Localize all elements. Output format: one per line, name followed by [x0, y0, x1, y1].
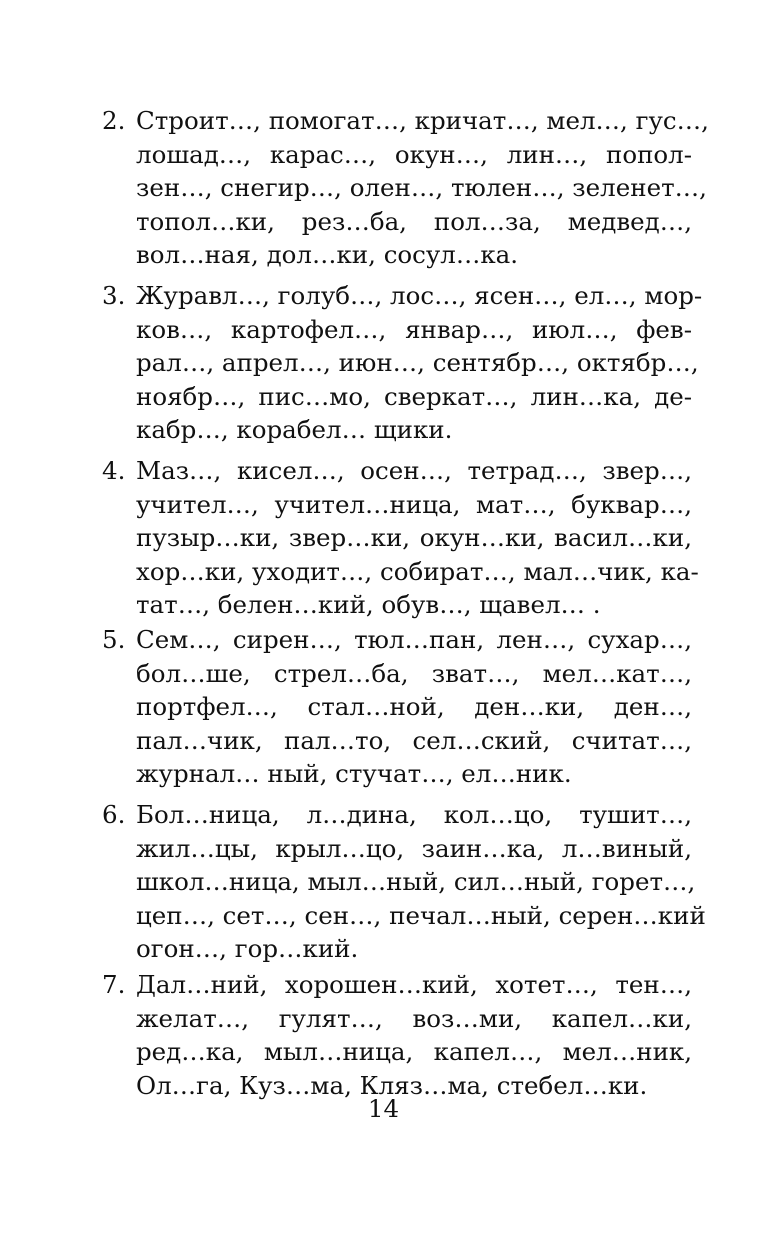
text-line: Сем…, сирен…, тюл…пан, лен…, сухар…, — [136, 625, 692, 654]
text-line: хор…ки, уходит…, собират…, мал…чик, ка- — [136, 556, 699, 586]
text-line: пузыр…ки, звер…ки, окун…ки, васил…ки, — [136, 523, 692, 553]
text-line: Маз…, кисел…, осен…, тетрад…, звер…, — [136, 456, 692, 485]
exercise-text — [136, 623, 692, 791]
text-line: Строит…, помогат…, кричат…, мел…, гус…, — [136, 106, 709, 135]
text-line: ред…ка, мыл…ница, капел…, мел…ник, — [136, 1037, 692, 1067]
text-line: школ…ница, мыл…ный, сил…ный, горет…, — [136, 867, 696, 897]
text-line: рал…, апрел…, июн…, сентябр…, октябр…, — [136, 348, 699, 378]
exercise-number: 5. — [102, 625, 126, 654]
text-line: учител…, учител…ница, мат…, буквар…, — [136, 489, 692, 519]
text-line: лошад…, карас…, окун…, лин…, попол- — [136, 139, 692, 169]
exercise-number: 3. — [102, 281, 126, 310]
exercise-5 — [102, 623, 692, 791]
exercise-text — [136, 104, 709, 272]
exercise-text — [136, 454, 699, 622]
text-line: Дал…ний, хорошен…кий, хотет…, тен…, — [136, 970, 692, 999]
exercise-3 — [102, 279, 703, 447]
text-line: топол…ки, рез…ба, пол…за, медвед…, — [136, 206, 692, 236]
exercise-text — [136, 279, 703, 447]
text-line: вол…ная, дол…ки, сосул…ка. — [136, 240, 519, 270]
text-line: портфел…, стал…ной, ден…ки, ден…, — [136, 692, 692, 722]
text-line: пал…чик, пал…то, сел…ский, считат…, — [136, 725, 692, 755]
exercise-2 — [102, 104, 709, 272]
text-line: Ол…га, Куз…ма, Кляз…ма, стебел…ки. — [136, 1070, 648, 1100]
text-line: огон…, гор…кий. — [136, 934, 359, 964]
exercise-number: 4. — [102, 456, 126, 485]
text-line: жил…цы, крыл…цо, заин…ка, л…виный, — [136, 833, 692, 863]
text-line: ноябр…, пис…мо, сверкат…, лин…ка, де- — [136, 381, 692, 411]
exercise-number: 2. — [102, 106, 126, 135]
text-line: Бол…ница, л…дина, кол…цо, тушит…, — [136, 800, 692, 829]
exercise-number: 6. — [102, 800, 126, 829]
exercise-text — [136, 798, 706, 966]
text-line: Журавл…, голуб…, лос…, ясен…, ел…, мор- — [136, 281, 703, 310]
exercise-4 — [102, 454, 699, 622]
text-line: желат…, гулят…, воз…ми, капел…ки, — [136, 1003, 692, 1033]
page-number: 14 — [367, 1094, 400, 1123]
text-line: бол…ше, стрел…ба, зват…, мел…кат…, — [136, 658, 692, 688]
text-line: тат…, белен…кий, обув…, щавел… . — [136, 590, 601, 620]
exercise-6 — [102, 798, 706, 966]
text-line: цеп…, сет…, сен…, печал…ный, серен…кий — [136, 900, 706, 930]
text-line: зен…, снегир…, олен…, тюлен…, зеленет…, — [136, 173, 707, 203]
text-line: журнал… ный, стучат…, ел…ник. — [136, 759, 572, 789]
exercise-7 — [102, 968, 692, 1102]
exercise-text — [136, 968, 692, 1102]
text-line: ков…, картофел…, январ…, июл…, фев- — [136, 314, 692, 344]
exercise-number: 7. — [102, 970, 126, 999]
text-line: кабр…, корабел… щики. — [136, 415, 453, 445]
